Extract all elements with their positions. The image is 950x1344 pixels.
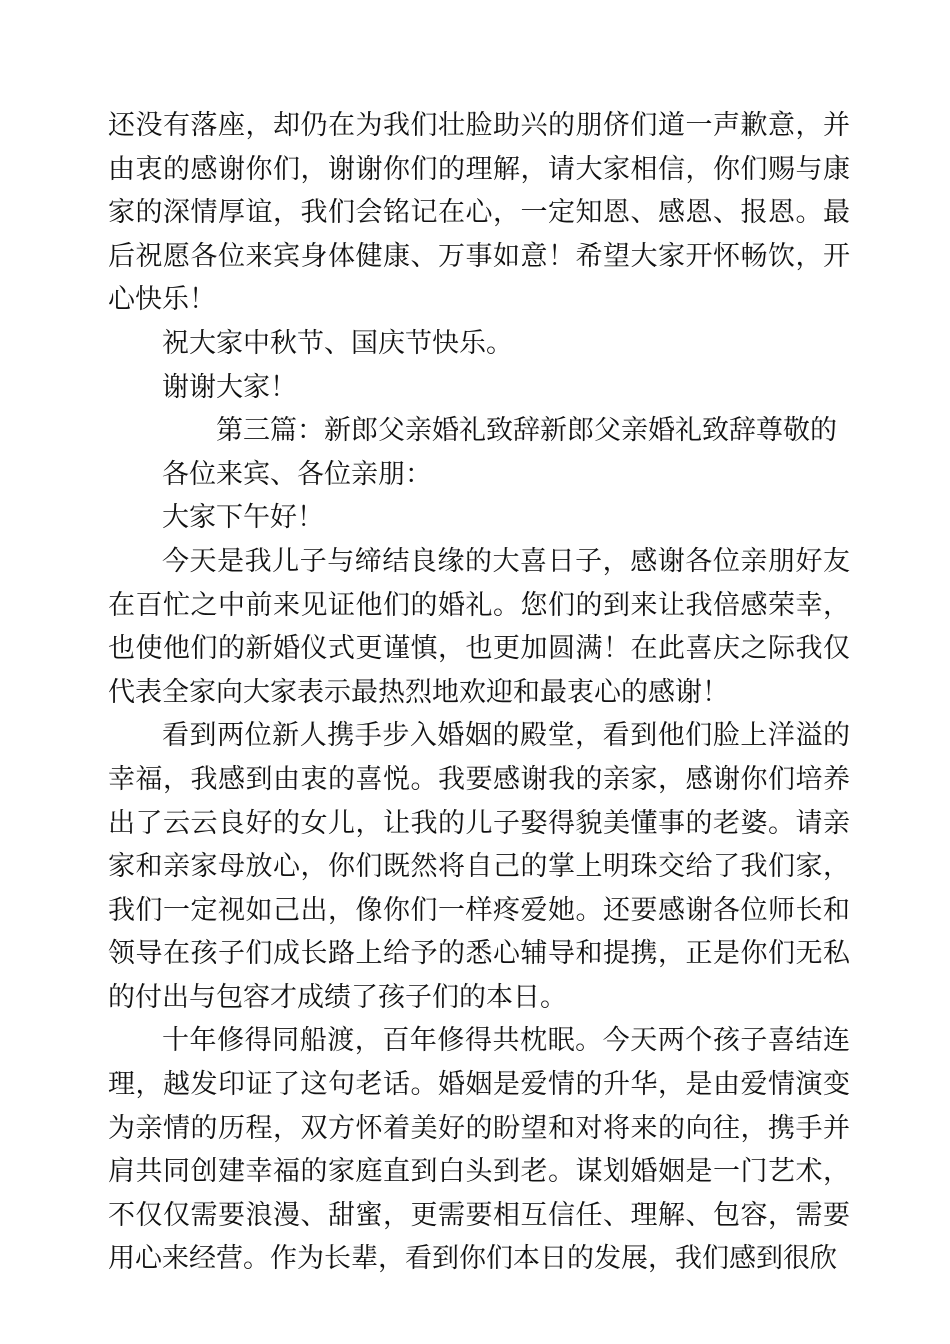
- paragraph-closing: 还没有落座，却仍在为我们壮脸助兴的朋侪们道一声歉意，并由衷的感谢你们，谢谢你们的理解，请大家相信，你们赐与康家的深情厚谊，我们会铭记在心，一定知恩、感恩、报恩。最后祝愿各位来宾身体健康、万事如意！希望大家开怀畅饮，开心快乐！: [108, 110, 850, 316]
- document-page: [108, 104, 850, 1281]
- paragraph-thanks: 谢谢大家！: [162, 371, 297, 403]
- section-title-line1: 第三篇：新郎父亲婚礼致辞新郎父亲婚礼致辞尊敬的: [216, 415, 837, 447]
- paragraph-body-2: 看到两位新人携手步入婚姻的殿堂，看到他们脸上洋溢的幸福，我感到由衷的喜悦。我要感谢我的亲家，感谢你们培养出了云云良好的女儿，让我的儿子娶得貌美懂事的老婆。请亲家和亲家母放心，你们既然将自己的掌上明珠交给了我们家，我们一定视如己出，像你们一样疼爱她。还要感谢各位师长和领导在孩子们成长路上给予的悉心辅导和提携，正是你们无私的付出与包容才成绩了孩子们的本日。: [108, 720, 850, 1013]
- section-title: [108, 409, 850, 496]
- paragraph-festival-wish: 祝大家中秋节、国庆节快乐。: [162, 327, 513, 359]
- section-title-line2: 各位来宾、各位亲朋：: [162, 458, 432, 490]
- paragraph-body-3: 十年修得同船渡，百年修得共枕眠。今天两个孩子喜结连理，越发印证了这句老话。婚姻是爱情的升华，是由爱情演变为亲情的历程，双方怀着美好的盼望和对将来的向往，携手并肩共同创建幸福的家庭直到白头到老。谋划婚姻是一门艺术，不仅仅需要浪漫、甜蜜，更需要相互信任、理解、包容，需要用心来经营。作为长辈，看到你们本日的发展，我们感到很欣: [108, 1025, 850, 1275]
- paragraph-body-1: 今天是我儿子与缔结良缘的大喜日子，感谢各位亲朋好友在百忙之中前来见证他们的婚礼。您们的到来让我倍感荣幸，也使他们的新婚仪式更谨慎，也更加圆满！在此喜庆之际我仅代表全家向大家表示最热烈地欢迎和最衷心的感谢！: [108, 545, 850, 708]
- paragraph-greeting: 大家下午好！: [162, 502, 324, 534]
